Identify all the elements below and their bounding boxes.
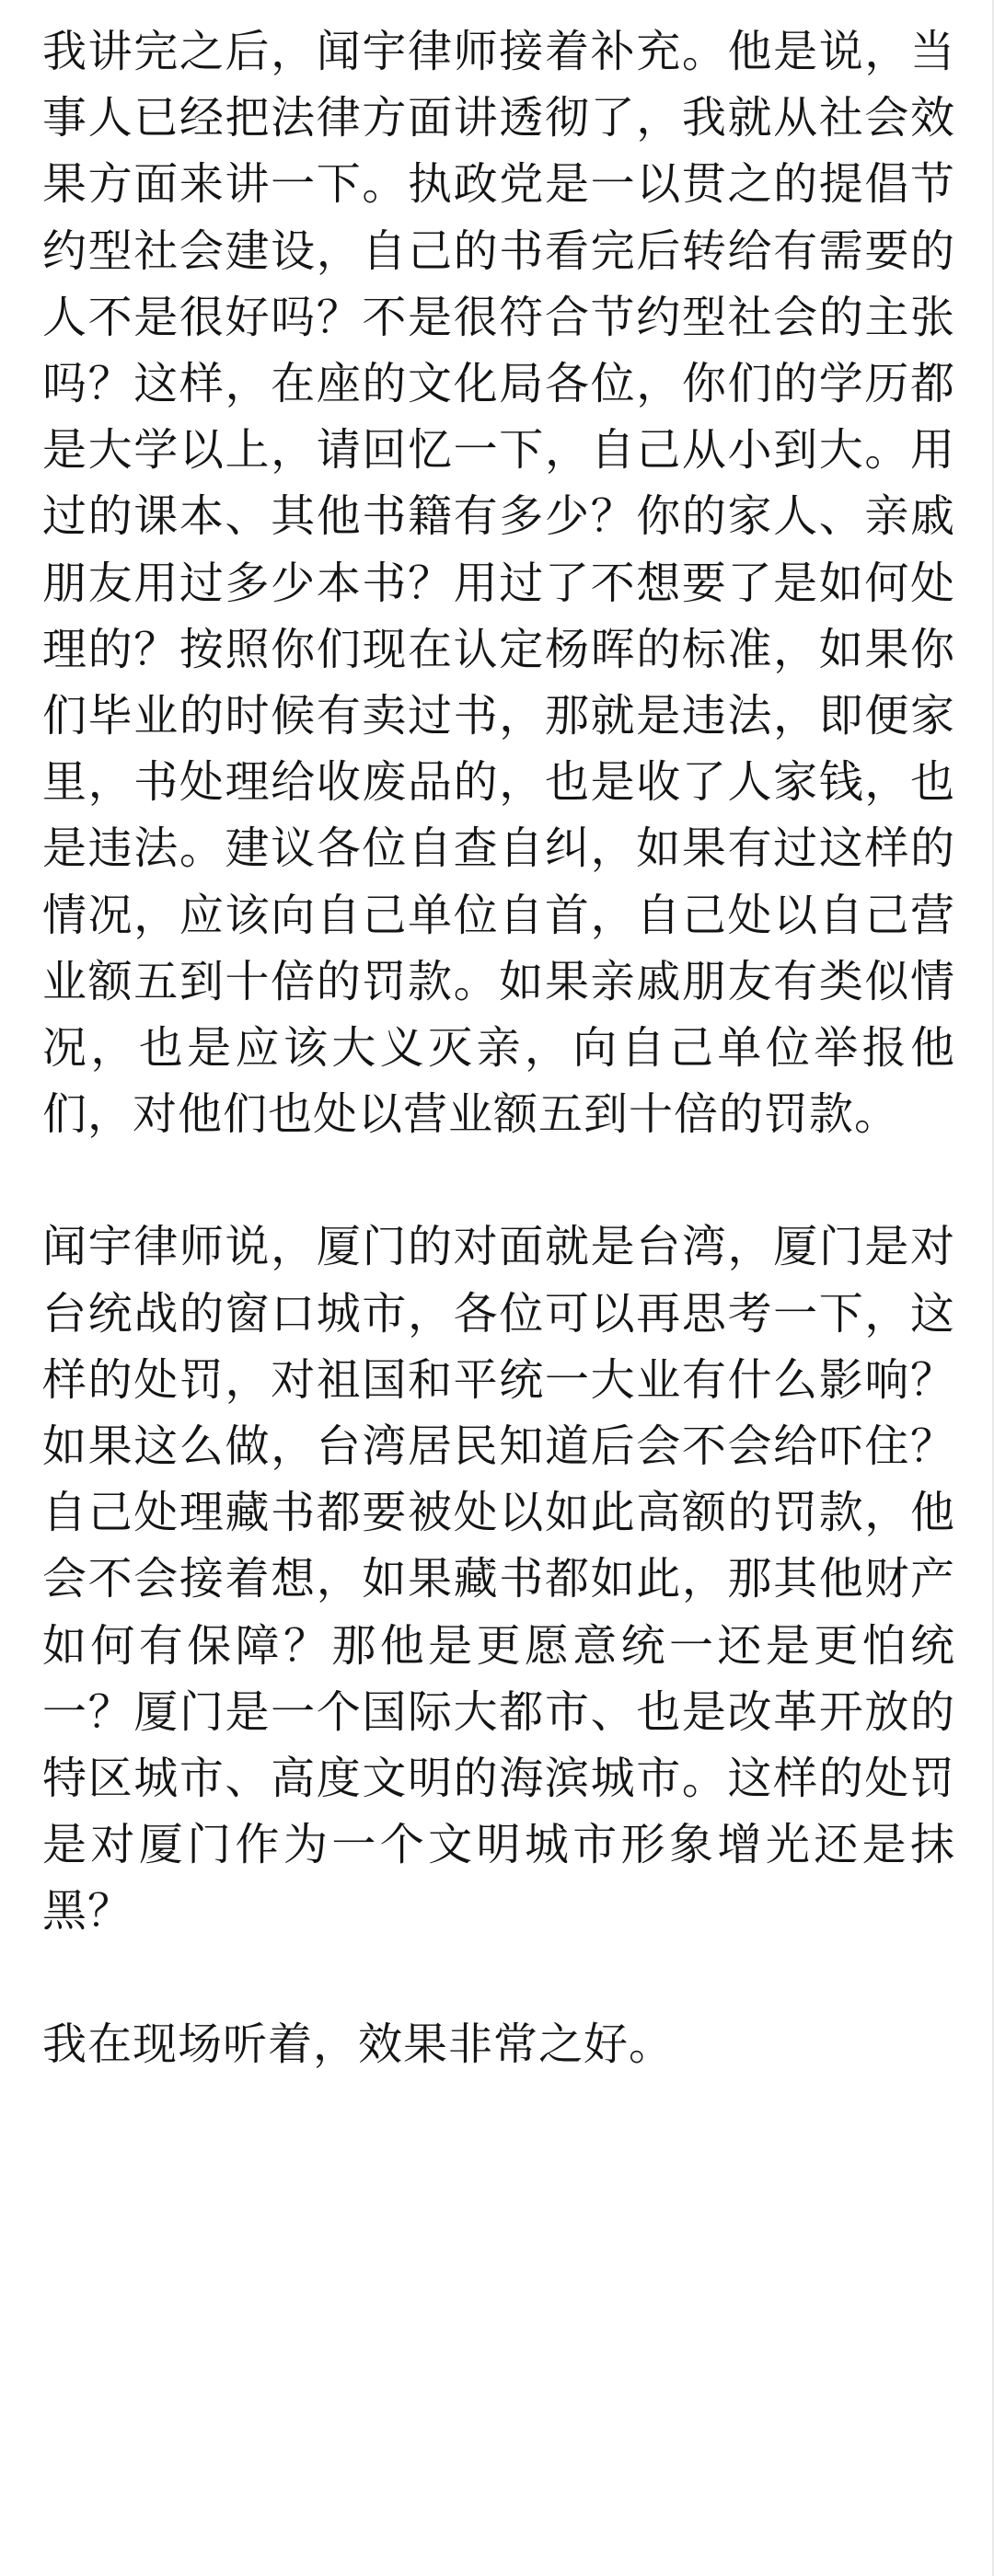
paragraph-3: 我在现场听着，效果非常之好。 [42,2018,675,2070]
paragraph-1: 我讲完之后，闻宇律师接着补充。他是说，当事人已经把法律方面讲透彻了，我就从社会效果方面来讲一下。执政党是一以贯之的提倡节约型社会建设，自己的书看完后转给有需要的人不是很好吗？不是很符合节约型社会的主张吗？这样，在座的文化局各位，你们的学历都是大学以上，请回忆一下，自己从小到大。用过的课本、其他书籍有多少？你的家人、亲戚朋友用过多少本书？用过了不想要了是如何处理的？按照你们现在认定杨晖的标准，如果你们毕业的时候有卖过书，那就是违法，即便家里，书处理给收废品的，也是收了人家钱，也是违法。建议各位自查自纠，如果有过这样的情况，应该向自己单位自首，自己处以自己营业额五到十倍的罚款。如果亲戚朋友有类似情况，也是应该大义灭亲，向自己单位举报他们，对他们也处以营业额五到十倍的罚款。 [42,26,955,1141]
paragraph-2: 闻宇律师说，厦门的对面就是台湾，厦门是对台统战的窗口城市，各位可以再思考一下，这样的处罚，对祖国和平统一大业有什么影响？如果这么做，台湾居民知道后会不会给吓住？自己处理藏书都要被处以如此高额的罚款，他会不会接着想，如果藏书都如此，那其他财产如何有保障？那他是更愿意统一还是更怕统一？厦门是一个国际大都市、也是改革开放的特区城市、高度文明的海滨城市。这样的处罚是对厦门作为一个文明城市形象增光还是抹黑？ [42,1221,955,1938]
